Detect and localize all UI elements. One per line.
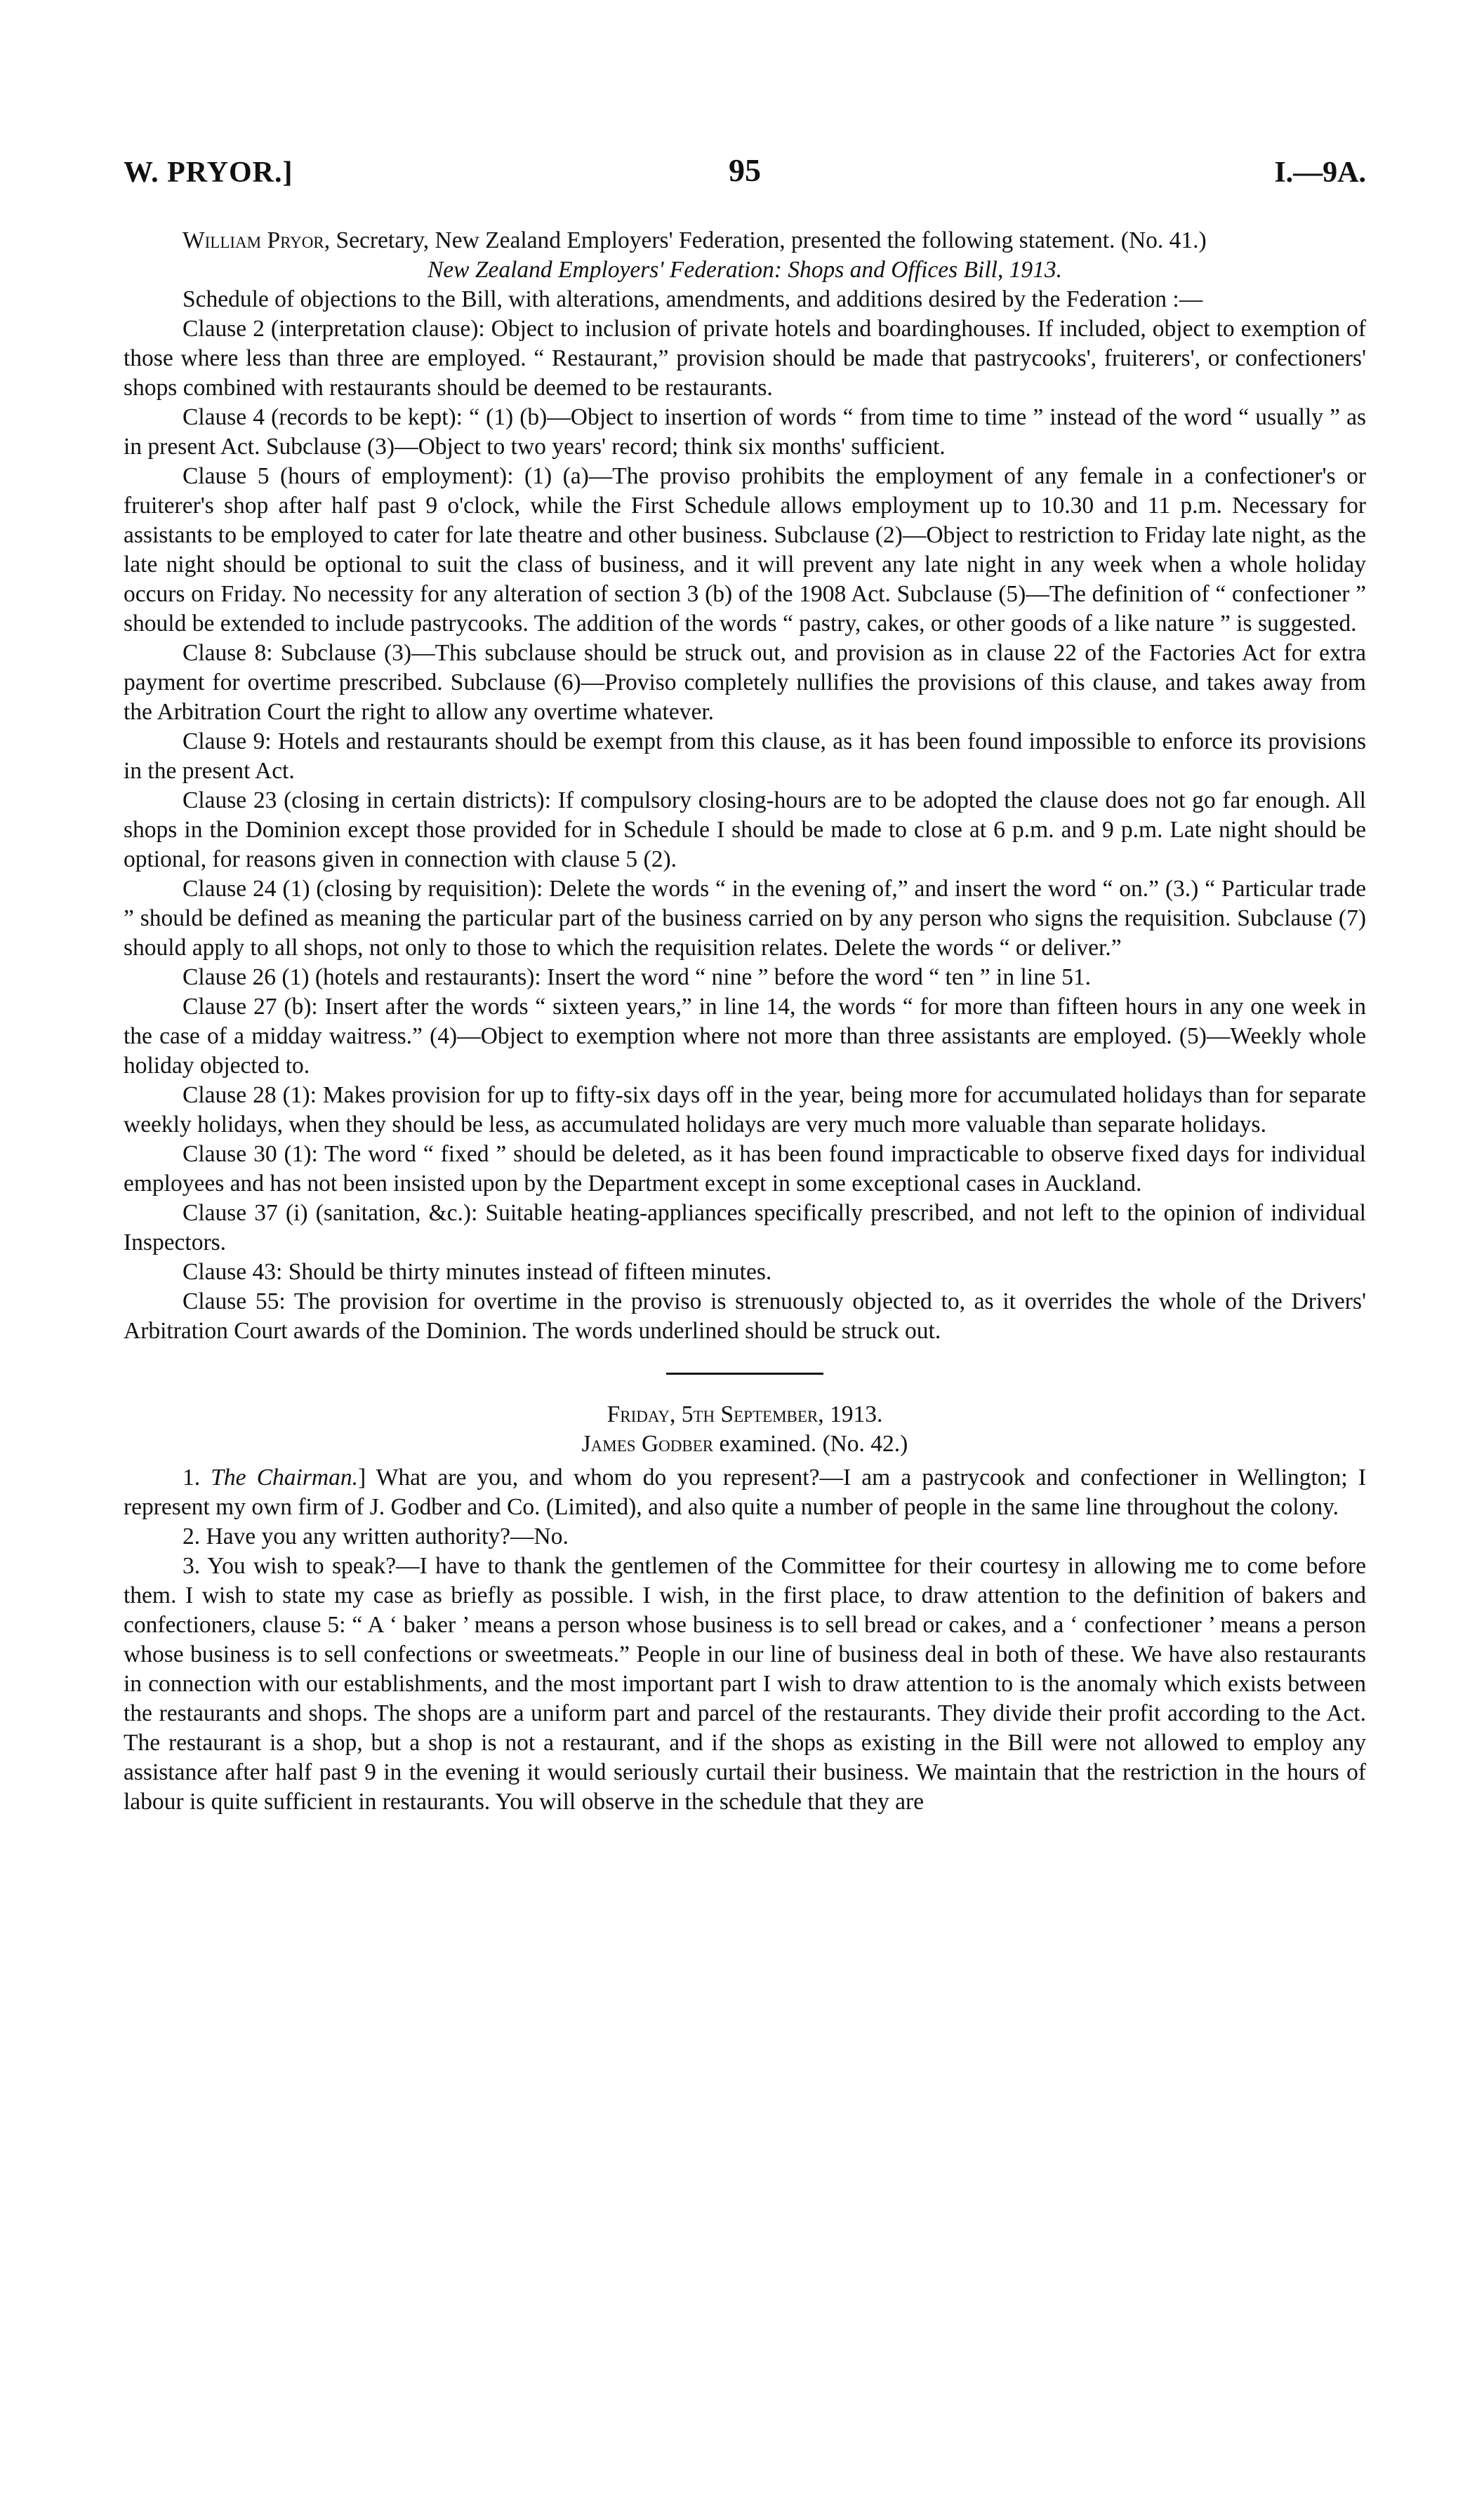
paragraph: Clause 9: Hotels and restaurants should be exempt from this clause, as it has been found impossible to enforce its provisions in the present Act. — [124, 728, 1366, 784]
page-number: 95 — [729, 152, 761, 188]
paragraph: Clause 27 (b): Insert after the words “ sixteen years,” in line 14, the words “ for more than fifteen hours in any one week in the case of a midday waitress.” (4)—Object to exemption where not more than three assistants are employed. (5)—Weekly whole holiday objected to. — [124, 994, 1366, 1079]
paragraph: Clause 4 (records to be kept): “ (1) (b)—Object to insertion of words “ from time to time ” instead of the word “ usually ” as in present Act. Subclause (3)—Object to two years' record; think six months' sufficient. — [124, 404, 1366, 460]
witness-heading — [124, 1429, 1366, 1459]
session-date: Friday, 5th September, 1913. — [607, 1401, 883, 1427]
paper-reference: I.—9A. — [1274, 156, 1366, 189]
paragraph: Schedule of objections to the Bill, with alterations, amendments, and additions desired by the Federation :— — [183, 286, 1203, 312]
paragraph: Clause 8: Subclause (3)—This subclause should be struck out, and provision as in clause 22 of the Factories Act for extra payment for overtime prescribed. Subclause (6)—Proviso completely nullifies the provisions of this clause, and takes away from the Arbitration Court the right to allow any overtime whatever. — [124, 640, 1366, 725]
paragraph: Clause 24 (1) (closing by requisition): Delete the words “ in the evening of,” and insert the word “ on.” (3.) “ Particular trade ” should be defined as meaning the particular part of the business carried on by any person who signs the requisition. Subclause (7) should apply to all shops, not only to those to which the requisition relates. Delete the words “ or deliver.” — [124, 876, 1366, 961]
question-3: 3. You wish to speak?—I have to thank the gentlemen of the Committee for their courtesy in allowing me to come before them. I wish to state my case as briefly as possible. I wish, in the first place, to draw attention to the definition of bakers and confectioners, clause 5: “ A ‘ baker ’ means a person whose business is to sell bread or cakes, and a ‘ confectioner ’ means a person whose business is to sell confections or sweetmeats.” People in our line of business deal in both of these. We have also restaurants in connection with our establishments, and the most important part I wish to draw attention to is the anomaly which exists between the restaurants and shops. The shops are a uniform part and parcel of the restaurants. They divide their profit according to the Act. The restaurant is a shop, but a shop is not a restaurant, and if the shops as existing in the Bill were not allowed to employ any assistance after half past 9 in the evening it would seriously curtail their business. We maintain that the restriction in the hours of labour is quite sufficient in restaurants. You will observe in the schedule that they are — [124, 1553, 1366, 1815]
statement-title: New Zealand Employers' Federation: Shops and Offices Bill, 1913. — [427, 257, 1063, 283]
paragraph: Clause 26 (1) (hotels and restaurants): Insert the word “ nine ” before the word “ ten ” in line 51. — [183, 964, 1091, 990]
paragraph: Clause 30 (1): The word “ fixed ” should be deleted, as it has been found impracticable to observe fixed days for individual employees and has not been insisted upon by the Department except in some exceptional cases in Auckland. — [124, 1141, 1366, 1196]
question-2: 2. Have you any written authority?—No. — [183, 1524, 569, 1549]
statement-speaker: William Pryor — [183, 227, 324, 253]
paragraph: Clause 5 (hours of employment): (1) (a)—The proviso prohibits the employment of any female in a confectioner's or fruiterer's shop after half past 9 o'clock, while the First Schedule allows employment up to 10.30 and 11 p.m. Necessary for assistants to be employed to cater for late theatre and other business. Subclause (2)—Object to restriction to Friday late night, as the late night should be optional to suit the class of business, and it will prevent any late night in any week when a whole holiday occurs on Friday. No necessity for any alteration of section 3 (b) of the 1908 Act. Subclause (5)—The definition of “ confectioner ” should be extended to include pastrycooks. The addition of the words “ pastry, cakes, or other goods of a like nature ” is suggested. — [124, 463, 1366, 636]
question-number: 1. — [183, 1465, 211, 1491]
paragraph: Clause 23 (closing in certain districts): If compulsory closing-hours are to be adopted the clause does not go far enough. All shops in the Dominion except those provided for in Schedule I should be made to close at 6 p.m. and 9 p.m. Late night should be optional, for reasons given in connection with clause 5 (2). — [124, 787, 1366, 872]
document-body — [124, 226, 1366, 1817]
paragraph: Clause 55: The provision for overtime in the proviso is strenuously objected to, as it overrides the whole of the Drivers' Arbitration Court awards of the Dominion. The words underlined should be struck out. — [124, 1288, 1366, 1344]
paragraph: Clause 43: Should be thirty minutes instead of fifteen minutes. — [183, 1259, 772, 1285]
question-1 — [124, 1463, 1366, 1522]
page-header — [124, 152, 1366, 191]
paragraph: Clause 2 (interpretation clause): Object to inclusion of private hotels and boardinghouses. If included, object to exemption of those where less than three are employed. “ Restaurant,” provision should be made that pastrycooks', fruiterers', or confectioners' shops combined with restaurants should be deemed to be restaurants. — [124, 316, 1366, 401]
header-witness: W. PRYOR.] — [124, 156, 293, 189]
paragraph: Clause 37 (i) (sanitation, &c.): Suitable heating-appliances specifically prescribed, and not left to the opinion of individual Inspectors. — [124, 1200, 1366, 1255]
question-speaker: The Chairman. — [211, 1465, 358, 1491]
question-text: ] What are you, and whom do you represent?—I am a pastrycook and confectioner in Wellington; I represent my own firm of J. Godber and Co. (Limited), and also quite a number of people in the same line throughout the colony. — [124, 1465, 1366, 1520]
witness-name: James Godber — [581, 1431, 714, 1457]
section-divider — [666, 1373, 823, 1375]
statement-intro — [124, 226, 1366, 255]
statement-intro-text: , Secretary, New Zealand Employers' Federation, presented the following statement. (No. 41.) — [324, 227, 1207, 253]
paragraph: Clause 28 (1): Makes provision for up to fifty-six days off in the year, being more for accumulated holidays than for separate weekly holidays, when they should be less, as accumulated holidays are very much more valuable than separate holidays. — [124, 1082, 1366, 1138]
witness-heading-text: examined. (No. 42.) — [713, 1431, 908, 1457]
